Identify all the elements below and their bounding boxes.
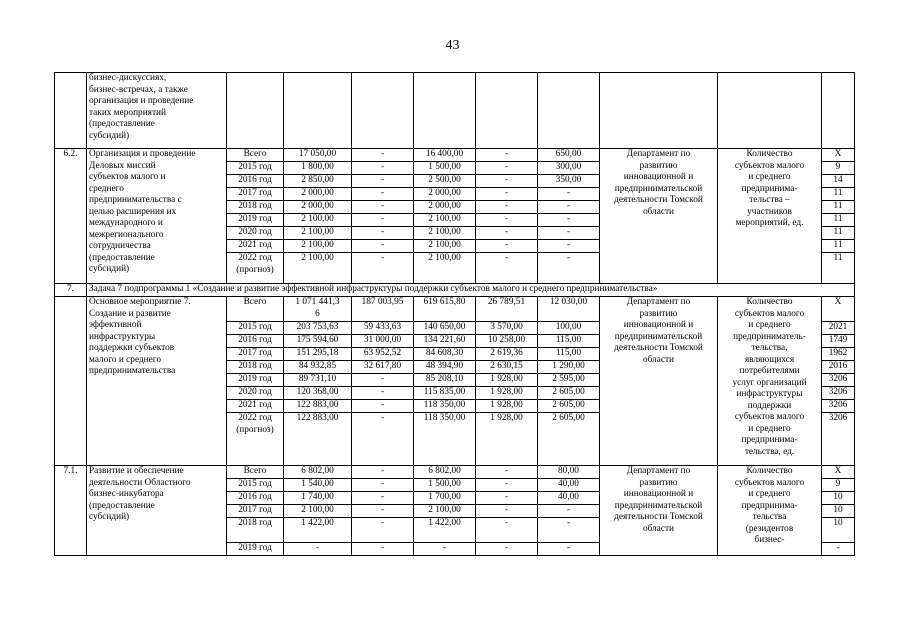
indicator-value-cell: 2016 [822, 361, 855, 374]
local-budget-cell: 26 789,51 [476, 297, 538, 322]
year-cell: 2019 год [227, 214, 284, 227]
federal-budget-cell: 59 433,63 [352, 322, 414, 335]
total-cell: 1 071 441,3 6 [284, 297, 352, 322]
other-sources-cell: 2 605,00 [538, 400, 600, 413]
indicator-value-cell: Х [822, 466, 855, 479]
local-budget-cell: - [476, 201, 538, 214]
indicator-value-cell: 1749 [822, 335, 855, 348]
federal-budget-cell: 187 003,95 [352, 297, 414, 322]
row-number-cell [55, 297, 87, 466]
total-cell: 2 100,00 [284, 240, 352, 253]
empty-cell [352, 73, 414, 149]
total-cell: 1 800,00 [284, 162, 352, 175]
other-sources-cell: 40,00 [538, 492, 600, 505]
regional-budget-cell: 2 000,00 [414, 201, 476, 214]
regional-budget-cell: 2 100,00 [414, 253, 476, 284]
year-cell: 2015 год [227, 479, 284, 492]
empty-cell [476, 73, 538, 149]
indicator-value-cell: 10 [822, 505, 855, 518]
federal-budget-cell: - [352, 149, 414, 162]
local-budget-cell: - [476, 240, 538, 253]
indicator-value-cell: 9 [822, 162, 855, 175]
federal-budget-cell: - [352, 188, 414, 201]
year-cell: 2016 год [227, 175, 284, 188]
department-cell: Департамент по развитию инновационной и предпринимательской деятельности Томской области [600, 149, 718, 284]
regional-budget-cell: 1 422,00 [414, 518, 476, 543]
empty-cell [538, 73, 600, 149]
total-cell: 89 731,10 [284, 374, 352, 387]
indicator-value-cell: 3206 [822, 400, 855, 413]
empty-cell [822, 73, 855, 149]
year-cell: 2016 год [227, 335, 284, 348]
federal-budget-cell: - [352, 543, 414, 556]
other-sources-cell: 115,00 [538, 348, 600, 361]
regional-budget-cell: 2 100,00 [414, 227, 476, 240]
year-cell: 2017 год [227, 348, 284, 361]
indicator-value-cell: 11 [822, 188, 855, 201]
total-cell: 17 050,00 [284, 149, 352, 162]
total-cell: 120 368,00 [284, 387, 352, 400]
year-cell: 2020 год [227, 387, 284, 400]
regional-budget-cell: 140 650,00 [414, 322, 476, 335]
table-row [55, 466, 855, 479]
row-number-cell: 6.2. [55, 149, 87, 284]
year-cell: 2022 год (прогноз) [227, 413, 284, 466]
other-sources-cell: - [538, 227, 600, 240]
federal-budget-cell: - [352, 227, 414, 240]
local-budget-cell: - [476, 253, 538, 284]
row-number-cell [55, 73, 87, 149]
federal-budget-cell: - [352, 413, 414, 466]
other-sources-cell: - [538, 543, 600, 556]
regional-budget-cell: 2 000,00 [414, 188, 476, 201]
department-cell: Департамент по развитию инновационной и предпринимательской деятельности Томской области [600, 297, 718, 466]
year-cell: 2019 год [227, 543, 284, 556]
local-budget-cell: 1 928,00 [476, 374, 538, 387]
indicator-value-cell: 11 [822, 227, 855, 240]
regional-budget-cell: 2 500,00 [414, 175, 476, 188]
local-budget-cell: 1 928,00 [476, 413, 538, 466]
indicator-value-cell: 11 [822, 214, 855, 227]
regional-budget-cell: 134 221,60 [414, 335, 476, 348]
empty-cell [284, 73, 352, 149]
department-cell: Департамент по развитию инновационной и предпринимательской деятельности Томской области [600, 466, 718, 556]
total-cell: 1 540,00 [284, 479, 352, 492]
regional-budget-cell: 2 100,00 [414, 214, 476, 227]
measure-name-cell: Основное мероприятие 7. Создание и развитие эффективной инфраструктуры поддержки субъектов малого и среднего предпринимательства [87, 297, 227, 466]
row-number-cell: 7. [55, 284, 87, 297]
total-cell: 203 753,63 [284, 322, 352, 335]
total-cell: 1 422,00 [284, 518, 352, 543]
year-cell: 2019 год [227, 374, 284, 387]
other-sources-cell: 115,00 [538, 335, 600, 348]
federal-budget-cell: - [352, 162, 414, 175]
year-cell: 2015 год [227, 322, 284, 335]
other-sources-cell: 350,00 [538, 175, 600, 188]
local-budget-cell: 2 619,36 [476, 348, 538, 361]
total-cell: 122 883,00 [284, 400, 352, 413]
empty-cell [227, 73, 284, 149]
year-cell: Всего [227, 149, 284, 162]
table-row [55, 297, 855, 322]
regional-budget-cell: 115 835,00 [414, 387, 476, 400]
indicator-value-cell: 10 [822, 492, 855, 505]
empty-cell [414, 73, 476, 149]
indicator-cell: Количество субъектов малого и среднего предприниматель- тельства, являющихся потребителями услуг организаций инфраструктуры поддержки субъектов малого и среднего предпринима- тельства, ед. [718, 297, 822, 466]
other-sources-cell: 40,00 [538, 479, 600, 492]
year-cell: 2022 год (прогноз) [227, 253, 284, 284]
table-row [55, 73, 855, 149]
federal-budget-cell: - [352, 175, 414, 188]
other-sources-cell: 1 290,00 [538, 361, 600, 374]
local-budget-cell: - [476, 149, 538, 162]
indicator-cell: Количество субъектов малого и среднего предпринима- тельства – участников мероприятий, ед. [718, 149, 822, 284]
indicator-value-cell: 10 [822, 518, 855, 543]
indicator-value-cell: Х [822, 297, 855, 322]
total-cell: - [284, 543, 352, 556]
regional-budget-cell: 85 208,10 [414, 374, 476, 387]
other-sources-cell: 2 605,00 [538, 413, 600, 466]
local-budget-cell: - [476, 505, 538, 518]
regional-budget-cell: 118 350,00 [414, 413, 476, 466]
other-sources-cell: - [538, 240, 600, 253]
local-budget-cell: - [476, 518, 538, 543]
indicator-value-cell: - [822, 543, 855, 556]
total-cell: 1 740,00 [284, 492, 352, 505]
federal-budget-cell: - [352, 253, 414, 284]
year-cell: 2018 год [227, 518, 284, 543]
indicator-value-cell: Х [822, 149, 855, 162]
page-number: 43 [445, 38, 460, 53]
total-cell: 2 100,00 [284, 253, 352, 284]
year-cell: 2015 год [227, 162, 284, 175]
other-sources-cell: 80,00 [538, 466, 600, 479]
regional-budget-cell: 1 500,00 [414, 479, 476, 492]
year-cell: 2018 год [227, 361, 284, 374]
regional-budget-cell: - [414, 543, 476, 556]
indicator-cell: Количество субъектов малого и среднего предпринима- тельства (резидентов бизнес- [718, 466, 822, 556]
indicator-value-cell: 11 [822, 240, 855, 253]
regional-budget-cell: 2 100,00 [414, 240, 476, 253]
federal-budget-cell: - [352, 387, 414, 400]
task-row [55, 284, 855, 297]
indicator-value-cell: 9 [822, 479, 855, 492]
other-sources-cell: 650,00 [538, 149, 600, 162]
regional-budget-cell: 84 608,30 [414, 348, 476, 361]
regional-budget-cell: 6 802,00 [414, 466, 476, 479]
federal-budget-cell: 32 617,80 [352, 361, 414, 374]
local-budget-cell: 1 928,00 [476, 387, 538, 400]
year-cell: 2021 год [227, 400, 284, 413]
total-cell: 2 000,00 [284, 201, 352, 214]
regional-budget-cell: 118 350,00 [414, 400, 476, 413]
regional-budget-cell: 1 500,00 [414, 162, 476, 175]
total-cell: 6 802,00 [284, 466, 352, 479]
regional-budget-cell: 16 400,00 [414, 149, 476, 162]
local-budget-cell: - [476, 175, 538, 188]
year-cell: 2020 год [227, 227, 284, 240]
local-budget-cell: - [476, 543, 538, 556]
federal-budget-cell: - [352, 240, 414, 253]
indicator-value-cell: 3206 [822, 374, 855, 387]
year-cell: Всего [227, 466, 284, 479]
local-budget-cell: - [476, 479, 538, 492]
other-sources-cell: - [538, 505, 600, 518]
other-sources-cell: 2 605,00 [538, 387, 600, 400]
table-row [55, 149, 855, 162]
indicator-value-cell: 3206 [822, 413, 855, 466]
federal-budget-cell: - [352, 466, 414, 479]
year-cell: 2017 год [227, 505, 284, 518]
row-number-cell: 7.1. [55, 466, 87, 556]
federal-budget-cell: - [352, 400, 414, 413]
indicator-value-cell: 14 [822, 175, 855, 188]
regional-budget-cell: 619 615,80 [414, 297, 476, 322]
other-sources-cell: - [538, 518, 600, 543]
measure-name-cell: Развитие и обеспечение деятельности Областного бизнес-инкубатора (предоставление субсидий) [87, 466, 227, 556]
federal-budget-cell: - [352, 492, 414, 505]
total-cell: 151 295,18 [284, 348, 352, 361]
total-cell: 122 883,00 [284, 413, 352, 466]
federal-budget-cell: 63 952,52 [352, 348, 414, 361]
year-cell: 2016 год [227, 492, 284, 505]
total-cell: 2 100,00 [284, 227, 352, 240]
total-cell: 2 000,00 [284, 188, 352, 201]
other-sources-cell: 300,00 [538, 162, 600, 175]
other-sources-cell: - [538, 201, 600, 214]
local-budget-cell: - [476, 188, 538, 201]
other-sources-cell: - [538, 253, 600, 284]
year-cell: Всего [227, 297, 284, 322]
other-sources-cell: 2 595,00 [538, 374, 600, 387]
other-sources-cell: - [538, 188, 600, 201]
local-budget-cell: 10 258,00 [476, 335, 538, 348]
local-budget-cell: 1 928,00 [476, 400, 538, 413]
other-sources-cell: 100,00 [538, 322, 600, 335]
local-budget-cell: - [476, 162, 538, 175]
other-sources-cell: - [538, 214, 600, 227]
indicator-value-cell: 11 [822, 253, 855, 284]
federal-budget-cell: - [352, 518, 414, 543]
indicator-value-cell: 1962 [822, 348, 855, 361]
indicator-value-cell: 11 [822, 201, 855, 214]
local-budget-cell: - [476, 466, 538, 479]
local-budget-cell: - [476, 492, 538, 505]
regional-budget-cell: 2 100,00 [414, 505, 476, 518]
local-budget-cell: - [476, 214, 538, 227]
year-cell: 2018 год [227, 201, 284, 214]
total-cell: 84 932,85 [284, 361, 352, 374]
federal-budget-cell: - [352, 505, 414, 518]
total-cell: 2 850,00 [284, 175, 352, 188]
federal-budget-cell: - [352, 479, 414, 492]
total-cell: 2 100,00 [284, 214, 352, 227]
total-cell: 2 100,00 [284, 505, 352, 518]
regional-budget-cell: 48 394,90 [414, 361, 476, 374]
task-title-cell: Задача 7 подпрограммы 1 «Создание и развитие эффективной инфраструктуры поддержки субъектов малого и среднего предпринимательства» [87, 284, 855, 297]
federal-budget-cell: - [352, 214, 414, 227]
federal-budget-cell: - [352, 201, 414, 214]
measure-name-cell: бизнес-дискуссиях, бизнес-встречах, а также организация и проведение таких мероприятий (предоставление субсидий) [87, 73, 227, 149]
empty-cell [718, 73, 822, 149]
year-cell: 2017 год [227, 188, 284, 201]
local-budget-cell: - [476, 227, 538, 240]
year-cell: 2021 год [227, 240, 284, 253]
other-sources-cell: 12 030,00 [538, 297, 600, 322]
empty-cell [600, 73, 718, 149]
measure-name-cell: Организация и проведение Деловых миссий субъектов малого и среднего предпринимательства с целью расширения их международного и межрегионального сотрудничества (предоставление субсидий) [87, 149, 227, 284]
federal-budget-cell: 31 000,00 [352, 335, 414, 348]
program-table [54, 72, 855, 556]
total-cell: 175 594,60 [284, 335, 352, 348]
regional-budget-cell: 1 700,00 [414, 492, 476, 505]
indicator-value-cell: 2021 [822, 322, 855, 335]
federal-budget-cell: - [352, 374, 414, 387]
local-budget-cell: 3 570,00 [476, 322, 538, 335]
local-budget-cell: 2 630,15 [476, 361, 538, 374]
indicator-value-cell: 3206 [822, 387, 855, 400]
